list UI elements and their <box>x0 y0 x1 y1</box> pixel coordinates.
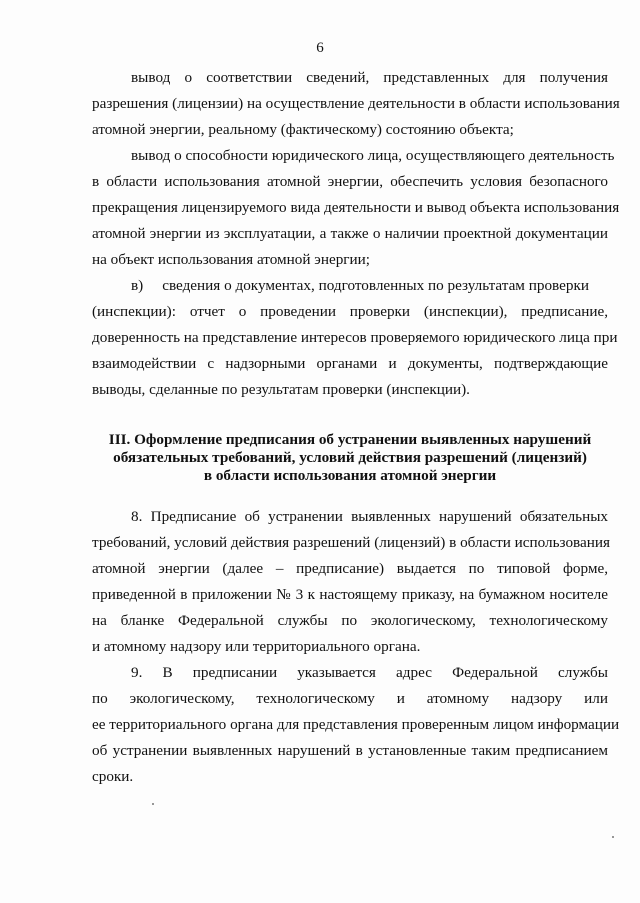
section-heading-line: в области использования атомной энергии <box>203 467 497 484</box>
page-number: 6 <box>316 40 324 56</box>
section-heading-line: обязательных требований, условий действия разрешений (лицензий) <box>113 449 587 466</box>
paragraph-line: атомной энергии, реальному (фактическому) состоянию объекта; <box>92 121 514 138</box>
paragraph-line: в) сведения о документах, подготовленных по результатам проверки <box>131 277 589 294</box>
paragraph-line: на объект использования атомной энергии; <box>92 251 370 268</box>
paragraph-line: требований, условий действия разрешений (лицензий) в области использования <box>92 534 610 551</box>
paragraph-line: вывод о соответствии сведений, представленных для получения <box>131 69 608 86</box>
paragraph-line: прекращения лицензируемого вида деятельности и вывод объекта использования <box>92 199 620 216</box>
paragraph-line: по экологическому, технологическому и атомному надзору или <box>92 690 608 707</box>
paragraph-line: взаимодействии с надзорными органами и документы, подтверждающие <box>92 355 608 372</box>
paragraph-line: и атомному надзору или территориального органа. <box>92 638 421 655</box>
paragraph-line: на бланке Федеральной службы по экологическому, технологическому <box>92 612 608 629</box>
paragraph-line: 9. В предписании указывается адрес Федеральной службы <box>131 664 608 681</box>
section-heading-line: III. Оформление предписания об устранении выявленных нарушений <box>108 431 592 448</box>
scan-speck <box>152 803 154 805</box>
paragraph-line: вывод о способности юридического лица, осуществляющего деятельность <box>131 147 615 164</box>
paragraph-line: приведенной в приложении № 3 к настоящему приказу, на бумажном носителе <box>92 586 608 603</box>
paragraph-line: разрешения (лицензии) на осуществление деятельности в области использования <box>92 95 620 112</box>
paragraph-line: 8. Предписание об устранении выявленных нарушений обязательных <box>131 508 608 525</box>
paragraph-line: об устранении выявленных нарушений в установленные таким предписанием <box>92 742 608 759</box>
scan-speck <box>612 836 614 838</box>
paragraph-line: (инспекции): отчет о проведении проверки (инспекции), предписание, <box>92 303 608 320</box>
paragraph-line: атомной энергии из эксплуатации, а также о наличии проектной документации <box>92 225 608 242</box>
paragraph-line: выводы, сделанные по результатам проверки (инспекции). <box>92 381 470 398</box>
paragraph-line: в области использования атомной энергии, обеспечить условия безопасного <box>92 173 608 190</box>
paragraph-line: сроки. <box>92 768 134 785</box>
paragraph-line: доверенность на представление интересов проверяемого юридического лица при <box>92 329 618 346</box>
paragraph-line: ее территориального органа для представления проверенным лицом информации <box>92 716 620 733</box>
paragraph-line: атомной энергии (далее – предписание) выдается по типовой форме, <box>92 560 608 577</box>
